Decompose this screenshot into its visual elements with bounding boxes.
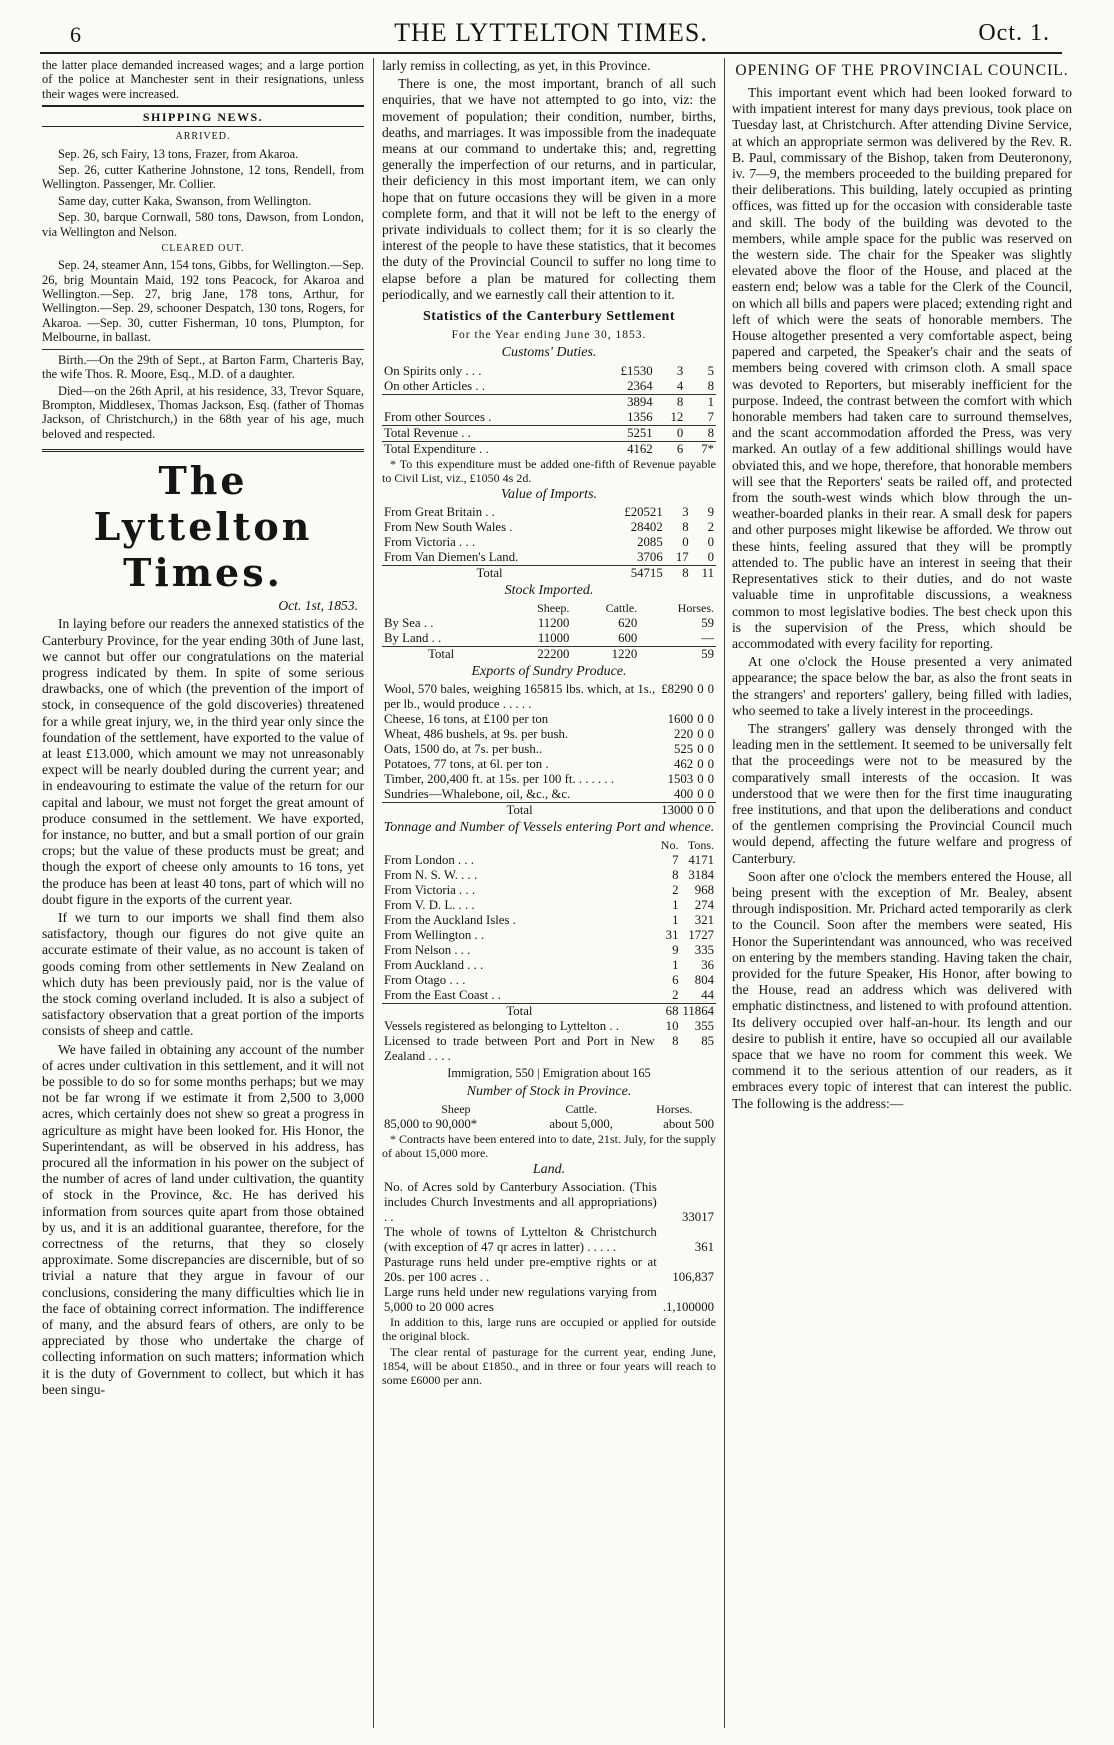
table-row: From N. S. W. . . . 8 3184 (384, 868, 714, 883)
cleared-heading: CLEARED OUT. (161, 243, 245, 255)
table-row: By Sea . . 11200 620 59 (384, 616, 714, 631)
stock-imported-title: Stock Imported. (504, 582, 594, 598)
imports-table (382, 505, 716, 581)
immigration-line: Immigration, 550 | Emigration about 165 (447, 1066, 651, 1081)
table-row: Licensed to trade between Port and Port in New Zealand . . . . 8 85 (384, 1034, 714, 1064)
table-row: Wheat, 486 bushels, at 9s. per bush. 220 0 0 (384, 727, 714, 742)
column-3 (732, 58, 1072, 1728)
stock-province-title: Number of Stock in Province. (466, 1083, 632, 1099)
intro-paragraph: the latter place demanded increased wages; and a large portion of the police at Manchester sent in their resignations, unless their wages were increased. (42, 58, 364, 101)
table-row: Total Expenditure . . 4162 6 7* (384, 441, 714, 456)
table-row: 85,000 to 90,000* about 5,000, about 500 (384, 1116, 714, 1131)
table-row: From the East Coast . . 2 44 (384, 988, 714, 1003)
table-header: Sheep Cattle. Horses. (441, 1101, 693, 1116)
statistics-title: Statistics of the Canterbury Settlement (422, 309, 675, 325)
table-row: From London . . . 7 4171 (384, 853, 714, 868)
article-paragraph: The strangers' gallery was densely thronged with the leading men in the settlement. It seemed to be universally felt that the proceedings were not to be measured by the comparatively small interests of the occasion. It was understood that we were then for the first time inaugurating free institutions, and that upon the deliberations and conduct of the gentlemen comprising the Provincial Council much would depend, affecting the future welfare and progress of Canterbury. (732, 720, 1072, 866)
table-row: From Nelson . . . 9 335 (384, 943, 714, 958)
table-row: The whole of towns of Lyttelton & Christchurch (with exception of 47 qr acres in latter) . . . . . 361 (384, 1225, 714, 1255)
article-paragraph: At one o'clock the House presented a very animated appearance; the space below the bar, as also the front seats in the strangers' and reporters' gallery, being filled with ladies, who seemed to take a lively interest in the proceedings. (732, 654, 1072, 718)
footnote: * To this expenditure must be added one-fifth of Revenue payable to Civil List, viz., £1050 4s 2d. (382, 456, 716, 485)
article-title: OPENING OF THE PROVINCIAL COUNCIL. (735, 62, 1069, 79)
arrival-entry: Sep. 30, barque Cornwall, 580 tons, Dawson, from London, via Wellington and Nelson. (42, 210, 364, 239)
masthead: The Lyttelton Times. (93, 458, 313, 596)
table-row: Cheese, 16 tons, at £100 per ton 1600 0 0 (384, 712, 714, 727)
stock-province-table (382, 1102, 716, 1132)
double-rule (42, 449, 364, 452)
table-row: Wool, 570 bales, weighing 165815 lbs. which, at 1s., per lb., would produce . . . . . £8290 0 0 (384, 682, 714, 712)
shipping-news-heading: SHIPPING NEWS. (42, 105, 364, 127)
page-header (40, 12, 1062, 54)
table-row: Total 68 11864 (382, 1004, 716, 1020)
column-1 (42, 58, 364, 1728)
table-row: From New South Wales . 28402 8 2 (384, 519, 714, 534)
table-row: No. of Acres sold by Canterbury Association. (This includes Church Investments and all appropriations) . . 33017 (384, 1180, 714, 1225)
table-row: From Great Britain . . £20521 3 9 (384, 504, 714, 519)
land-table (382, 1180, 716, 1315)
table-row: Vessels registered as belonging to Lyttelton . . 10 355 (384, 1019, 714, 1034)
land-note: In addition to this, large runs are occupied or applied for outside the original block. (382, 1315, 716, 1344)
tonnage-title: Tonnage and Number of Vessels entering Port and whence. (383, 820, 715, 836)
table-row: From other Sources . 1356 12 7 (384, 409, 714, 424)
table-row: From V. D. L. . . . 1 274 (384, 898, 714, 913)
editorial-paragraph: larly remiss in collecting, as yet, in this Province. (382, 58, 651, 73)
arrival-entry: Same day, cutter Kaka, Swanson, from Wellington. (58, 193, 312, 208)
customs-title: Customs' Duties. (501, 345, 597, 361)
divider (42, 349, 364, 350)
cleared-entry: Sep. 24, steamer Ann, 154 tons, Gibbs, for Wellington.—Sep. 26, brig Mountain Maid, 192 tons Peacock, for Akaroa and Wellington.—Sep. 27, brig Jane, 178 tons, Arthur, for Wellington.—Sep. 29, schooner Despatch, 130 tons, Rogers, for Akaroa. —Sep. 30, cutter Fisherman, 10 tons, Plumpton, for Melbourne, in ballast. (42, 258, 364, 345)
editorial-paragraph: We have failed in obtaining any account of the number of acres under cultivation in this settlement, and it will not be possible to do so for some months perhaps; but we may not be far wrong if we estimate it from 2,500 to 3,000 acres, which certainly does not shew so great a progress in agriculture as might have been looked for. His Honor, the Superintendant, as will be observed in his address, has procured all the information in his power on the subject of the number of acres of land under cultivation, the quantity of stock in the Province, &c. He has derived his information from sources quite apart from those obtained by us, and it is an additional guarantee, therefore, for the correctness of the returns, that they so closely approximate. Some discrepancies are discernible, but of so trivial a nature that they argue in favour of our conclusions, considering the many difficulties which lie in the face of obtaining correct information. The indifference of many, and the absurd fears of others, are only to be appreciated by those who undertake the charge of collecting information on such matters; information which it is the duty of Government to collect, but which it has been singu- (42, 1041, 364, 1397)
exports-table (382, 682, 716, 818)
editorial-paragraph: There is one, the most important, branch of all such enquiries, that we have not attempted to go into, viz: the movement of population; their condition, number, births, deaths, and marriages. It was impossible from the inadequate means at our command to undertake this; and, regretting generally the imperfection of our returns, and in particular, their deficiency in this most important item, we can only hope that on future occasions they will be given in a more complete form, and that it will not be left to the energy of private individuals to collect them; for it is so clearly the interest of the people to have these statistics, that it becomes the duty of the Provincial Council to suffer no long time to elapse before a plan be matured for collecting them periodically, and we earnestly call their attention to it. (382, 76, 716, 302)
table-row: Potatoes, 77 tons, at 6l. per ton . 462 0 0 (384, 757, 714, 772)
editorial-paragraph: In laying before our readers the annexed statistics of the Canterbury Province, for the year ending 30th of June last, we cannot but offer our congratulations on the material progress indicated by them. In spite of some serious drawbacks, one of which (the prevention of the import of stock, in consequence of the gold discoveries) threatened for a while great injury, we, in the third year only since the foundation of the settlement, have exported to the value of at least £13.000, which amount we may not unreasonably expect will be nearly doubled during the current year; and in endeavouring to estimate the value of the return for our capital and labour, we must not forget the great amount of produce consumed in the settlement. We have exported, for instance, no butter, and but a small portion of our grain crops; but the value of these products must be great; and though the export of cheese only amounts to 16 tons, yet the produce has been at least 40 tons, part of which will no doubt figure in the exports of the current year. (42, 616, 364, 907)
table-row: By Land . . 11000 600 — (384, 631, 714, 646)
editorial-paragraph: If we turn to our imports we shall find them also satisfactory, though our figures do not give quite an accurate estimate of their value, as no account is taken of goods coming from other settlements in New Zealand on which duty has been previously paid, nor is the value of the stock coming overland included. It is also a subject of satisfactory observation that a great portion of the imports consists of sheep and cattle. (42, 910, 364, 1039)
issue-date: Oct. 1. (978, 20, 1050, 46)
article-paragraph: Soon after one o'clock the members entered the House, all being present with the exception of Mr. Bealey, absent through indisposition. Mr. Prichard acted temporarily as clerk to the Council. Soon after the members were seated, His Honor the Superintendant was announced, who was received on entering by the members standing. Having taken the chair, provided for the future Speaker, His Honor, after bowing to the House, read an address which was delivered with emphatic distinctness, and listened to with profound attention. Its delivery occupied over half-an-hour. Its length and our desire to publish it entire, have so occupied all our available space that we have no room for comment this week. We commend it to the serious attention of our readers, as it embraces every topic of interest that can interest the public. The following is the address:— (732, 868, 1072, 1111)
table-row: Large runs held under new regulations varying from 5,000 to 20 000 acres .1,100000 (384, 1285, 714, 1315)
table-row: From Wellington . . 31 1727 (384, 928, 714, 943)
arrival-entry: Sep. 26, cutter Katherine Johnstone, 12 tons, Rendell, from Wellington. Passenger, Mr. Collier. (42, 163, 364, 192)
tonnage-table (382, 838, 716, 1064)
editorial-dateline: Oct. 1st, 1853. (278, 598, 358, 614)
table-row: 3894 8 1 (382, 394, 716, 410)
table-row: Total 54715 8 11 (382, 565, 716, 581)
table-header: No. Tons. (660, 838, 714, 853)
customs-table (382, 364, 716, 457)
land-title: Land. (532, 1161, 566, 1177)
table-row: Pasturage runs held under pre-emptive rights or at 20s. per 100 acres . . 106,837 (384, 1255, 714, 1285)
table-row: From Auckland . . . 1 36 (384, 958, 714, 973)
table-row: Timber, 200,400 ft. at 15s. per 100 ft. . . . . . . 1503 0 0 (384, 772, 714, 787)
table-row: Total 13000 0 0 (382, 803, 716, 819)
arrived-heading: ARRIVED. (175, 131, 231, 143)
column-2 (382, 58, 716, 1728)
land-note: The clear rental of pasturage for the current year, ending June, 1854, will be about £1850., and in three or four years will reach to some £6000 per ann. (382, 1345, 716, 1388)
column-rule (724, 58, 725, 1728)
article-paragraph: This important event which had been looked forward to with impatient interest for many days previous, took place on Tuesday last, at Christchurch. After attending Divine Service, at which an appropriate sermon was delivered by the Rev. R. B. Paul, commissary of the Bishop, taken from Deuteronony, iv. 7—9, the members proceeded to the building prepared for their deliberations. This building, lately occupied as printing offices, was fitted up for the occasion with considerable taste and skill. The body of the building was devoted to the members, while ample space for the public was reserved on the western side. The chair for the Speaker was slightly elevated above the floor of the House, and placed at the eastern end; below was a table for the Clerk of the Council, on which all bills and papers were placed; extending right and left of which were the seats of honorable members. The House altogether presented a very comfortable aspect, being papered and carpeted, the Speaker's chair and the seats of members being covered with crimson cloth. A small space was devoted to Reporters, but miserably inefficient for the purpose. Indeed, the contrast between the comfort with which honorable members had taken care to surround themselves, and the scant accommodation afforded the Press, was very marked. An outlay of a few additional shillings would have obviated this, and we hope, therefore, that honorable members will see that the Reporters' seats be railed off, and protected from the south-west winds which blow through the un-weather-boarded planks in their rear. A small desk for papers and other purposes might likewise be afforded. We throw out these hints, feeling assured that they will be promptly attended to. The public have an interest in seeing that their Representatives stick to their duties, and do not waste valuable time in unprofitable discussions, a weakness common to most legislative bodies. The best check upon this is the supervision of the Press, which should be accommodated with every facility for reporting. (732, 85, 1072, 651)
table-row: From Van Diemen's Land. 3706 17 0 (384, 549, 714, 564)
arrival-entry: Sep. 26, sch Fairy, 13 tons, Frazer, from Akaroa. (58, 146, 299, 161)
death-notice: Died—on the 26th April, at his residence, 33, Trevor Square, Brompton, Middlesex, Thomas Jackson, Esq. (father of Thomas Jackson, of Christchurch,) in the 68th year of his age, much beloved and respected. (42, 383, 364, 441)
table-row: Oats, 1500 do, at 7s. per bush.. 525 0 0 (384, 742, 714, 757)
table-row: From Victoria . . . 2085 0 0 (384, 534, 714, 549)
birth-notice: Birth.—On the 29th of Sept., at Barton Farm, Charteris Bay, the wife Thos. R. Moore, Esq., M.D. of a daughter. (42, 352, 364, 382)
table-row: From the Auckland Isles . 1 321 (384, 913, 714, 928)
table-row: Sundries—Whalebone, oil, &c., &c. 400 0 0 (384, 787, 714, 802)
table-row: Total 22200 1220 59 (382, 647, 716, 663)
exports-title: Exports of Sundry Produce. (471, 664, 627, 680)
newspaper-title: THE LYTTELTON TIMES. (394, 18, 708, 47)
table-row: On other Articles . . 2364 4 8 (384, 378, 714, 393)
imports-title: Value of Imports. (500, 486, 598, 502)
table-row: Total Revenue . . 5251 0 8 (384, 425, 714, 440)
column-rule (373, 58, 374, 1728)
statistics-year: For the Year ending June 30, 1853. (451, 329, 647, 342)
table-row: On Spirits only . . . £1530 3 5 (384, 363, 714, 378)
stock-imported-table (382, 601, 716, 662)
page-number: 6 (70, 22, 81, 47)
table-header: Sheep. Cattle. Horses. (537, 601, 714, 616)
table-row: From Otago . . . 6 804 (384, 973, 714, 988)
footnote: * Contracts have been entered into to date, 21st. July, for the supply of about 15,000 more. (382, 1131, 716, 1160)
table-row: From Victoria . . . 2 968 (384, 883, 714, 898)
